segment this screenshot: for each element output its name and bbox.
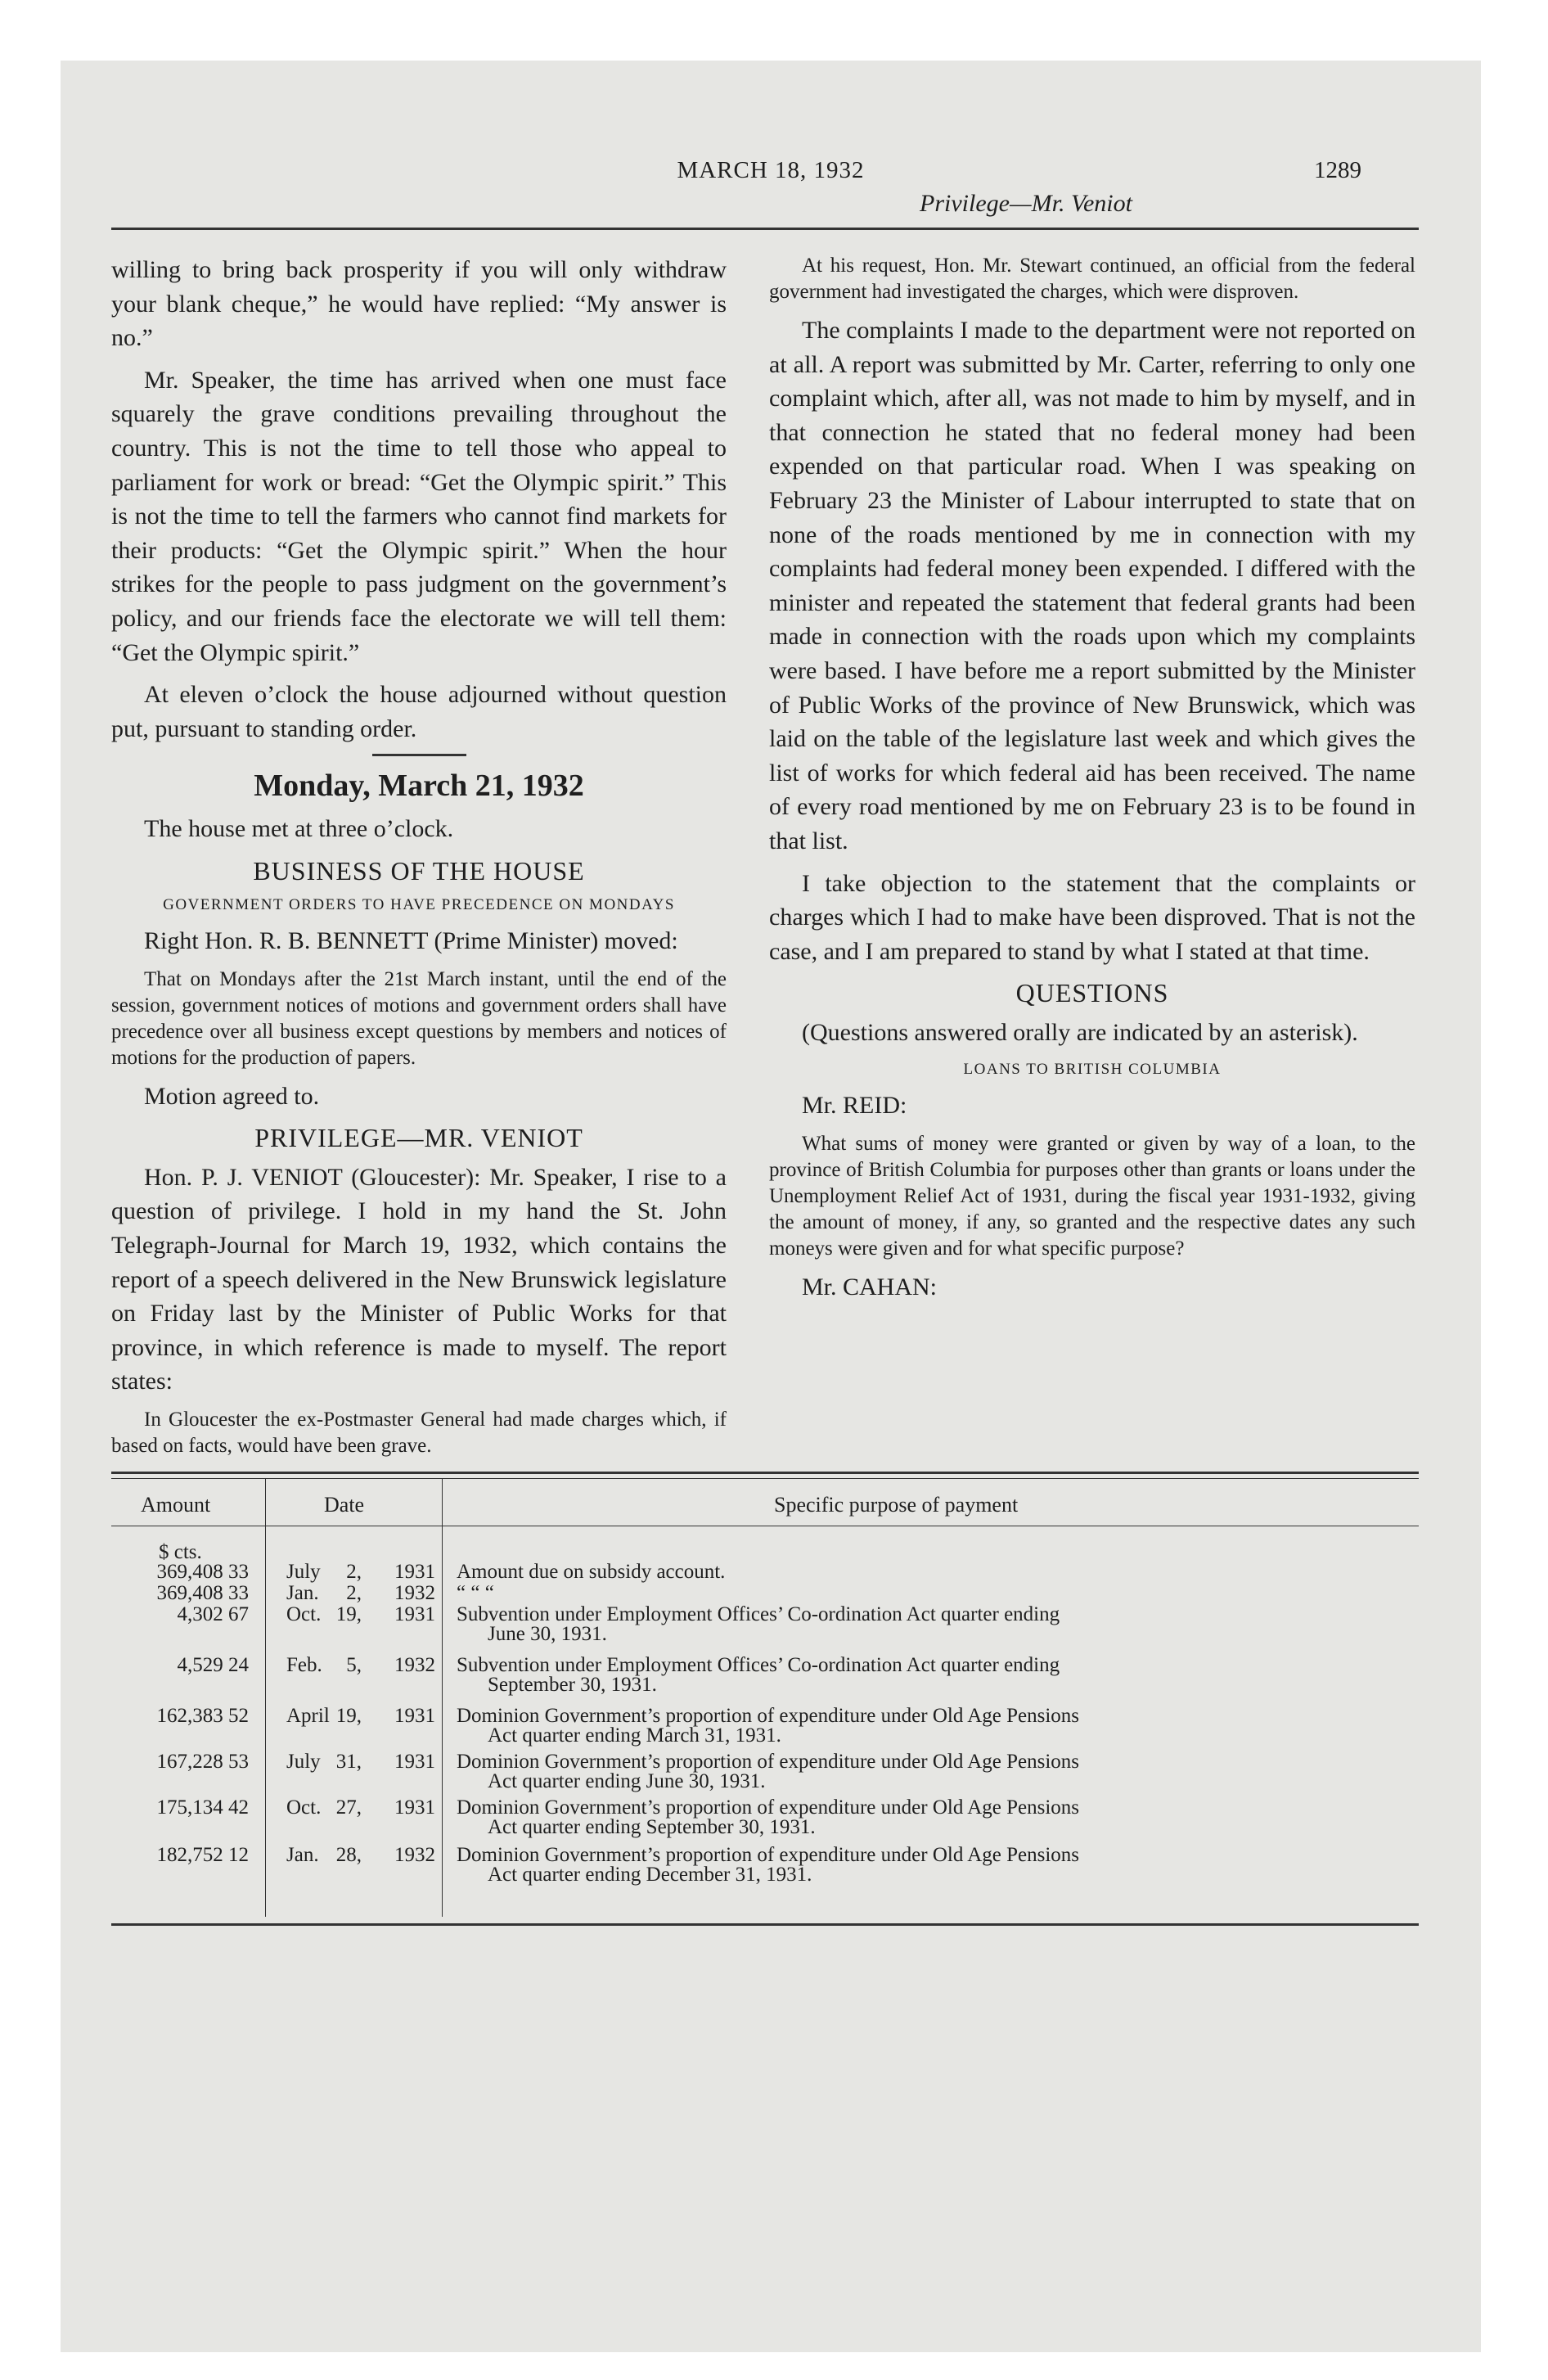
column-header-amount: Amount <box>141 1493 211 1517</box>
cell-day: 31, <box>335 1751 362 1773</box>
cell-year: 1932 <box>394 1654 435 1676</box>
paragraph: The house met at three o’clock. <box>144 814 454 842</box>
cell-amount: 182,752 12 <box>156 1844 249 1866</box>
table-rule <box>111 1923 1419 1926</box>
cell-month: Feb. <box>286 1654 322 1676</box>
cell-purpose-continued: September 30, 1931. <box>488 1674 657 1696</box>
speaker-line: Mr. REID: <box>802 1092 907 1120</box>
cell-purpose-continued: June 30, 1931. <box>488 1623 607 1645</box>
cell-year: 1932 <box>394 1582 435 1604</box>
cell-year: 1931 <box>394 1705 435 1727</box>
cell-amount: 167,228 53 <box>156 1751 249 1773</box>
cell-day: 27, <box>335 1796 362 1819</box>
cell-amount: 175,134 42 <box>156 1796 249 1819</box>
paragraph: Motion agreed to. <box>144 1082 320 1110</box>
question-text: What sums of money were granted or given by way of a loan, to the province of British Columbia for purposes other than grants or loans under the Unemployment Relief Act of 1931, during the fiscal year 1931-1932, giving the amount of money, if any, so granted and the respective dates any such moneys were given and for what specific purpose? <box>769 1133 1415 1260</box>
cell-purpose: Dominion Government’s proportion of expenditure under Old Age Pensions <box>457 1751 1079 1773</box>
section-divider <box>372 754 466 756</box>
motion-text: That on Mondays after the 21st March instant, until the end of the session, government notices of motions and government orders shall have precedence over all business except questions by members and notices of motions for the production of papers. <box>111 967 727 1069</box>
cell-amount: 369,408 33 <box>156 1561 249 1583</box>
cell-purpose: Amount due on subsidy account. <box>457 1561 726 1583</box>
cell-purpose-continued: Act quarter ending March 31, 1931. <box>488 1724 781 1747</box>
cell-year: 1931 <box>394 1796 435 1819</box>
cell-purpose: Dominion Government’s proportion of expenditure under Old Age Pensions <box>457 1705 1079 1727</box>
cell-day: 28, <box>335 1844 362 1866</box>
quoted-report: At his request, Hon. Mr. Stewart continued, an official from the federal government had investigated the charges, which were disproven. <box>769 255 1415 303</box>
loans-heading: LOANS TO BRITISH COLUMBIA <box>963 1061 1222 1079</box>
cell-month: Oct. <box>286 1796 322 1819</box>
document-page <box>61 61 1481 2352</box>
running-head-date: MARCH 18, 1932 <box>677 157 865 183</box>
cell-month: July <box>286 1751 321 1773</box>
cell-month: April <box>286 1705 330 1727</box>
cell-month: Oct. <box>286 1603 322 1625</box>
cell-purpose: Subvention under Employment Offices’ Co-ordination Act quarter ending <box>457 1654 1060 1676</box>
paragraph: I take objection to the statement that the complaints or charges which I had to make have been disproved. That is not the case, and I am prepared to stand by what I stated at that time. <box>769 869 1415 965</box>
table-rule <box>111 1472 1419 1474</box>
cell-purpose: Subvention under Employment Offices’ Co-ordination Act quarter ending <box>457 1603 1060 1625</box>
speaker-line: Right Hon. R. B. BENNETT (Prime Minister) moved: <box>144 927 678 955</box>
cell-purpose-continued: Act quarter ending June 30, 1931. <box>488 1770 766 1792</box>
cell-amount: 4,302 67 <box>177 1603 249 1625</box>
cell-purpose-continued: Act quarter ending September 30, 1931. <box>488 1816 816 1838</box>
column-header-purpose: Specific purpose of payment <box>774 1493 1019 1517</box>
cell-month: July <box>286 1561 321 1583</box>
cell-day: 5, <box>346 1654 362 1676</box>
cell-day: 2, <box>346 1582 362 1604</box>
cell-month: Jan. <box>286 1582 319 1604</box>
page-number: 1289 <box>1314 157 1361 183</box>
cell-amount: 4,529 24 <box>177 1654 249 1676</box>
cell-purpose: “ “ “ <box>457 1582 494 1604</box>
cell-year: 1931 <box>394 1751 435 1773</box>
cell-month: Jan. <box>286 1844 319 1866</box>
table-units: $ cts. <box>159 1541 202 1563</box>
header-rule <box>111 228 1419 230</box>
cell-purpose: Dominion Government’s proportion of expenditure under Old Age Pensions <box>457 1796 1079 1819</box>
questions-note: (Questions answered orally are indicated by an asterisk). <box>802 1018 1358 1046</box>
table-rule <box>111 1478 1419 1479</box>
column-header-date: Date <box>324 1493 365 1517</box>
cell-year: 1931 <box>394 1603 435 1625</box>
cell-day: 19, <box>335 1705 362 1727</box>
paragraph: The complaints I made to the department were not reported on at all. A report was submitted by Mr. Carter, referring to only one complaint which, after all, was not made to him by myself, and in that connection he stated that no federal money had been expended on that particular road. When I was speaking on February 23 the Minister of Labour interrupted to state that on none of the roads mentioned by me in connection with my complaints had federal money been expended. I differed with the minister and repeated the statement that federal grants had been made in connection with the roads upon which my complaints were based. I have before me a report submitted by the Minister of Public Works of the province of New Brunswick, which was laid on the table of the legislature last week and which gives the list of works for which federal aid has been received. The name of every road mentioned by me on February 23 is to be found in that list. <box>769 317 1415 854</box>
cell-year: 1931 <box>394 1561 435 1583</box>
questions-heading: QUESTIONS <box>1015 978 1169 1008</box>
column-divider <box>442 1478 443 1917</box>
paragraph: Hon. P. J. VENIOT (Gloucester): Mr. Speaker, I rise to a question of privilege. I hold in my hand the St. John Telegraph-Journal for March 19, 1932, which contains the report of a speech delivered in the New Brunswick legislature on Friday last by the Minister of Public Works for that province, in which reference is made to myself. The report states: <box>111 1163 727 1395</box>
right-column <box>769 253 1415 1313</box>
speaker-line: Mr. CAHAN: <box>802 1273 938 1301</box>
cell-purpose: Dominion Government’s proportion of expenditure under Old Age Pensions <box>457 1844 1079 1866</box>
cell-year: 1932 <box>394 1844 435 1866</box>
day-heading: Monday, March 21, 1932 <box>254 769 584 804</box>
left-column <box>111 253 727 1467</box>
paragraph: Mr. Speaker, the time has arrived when one must face squarely the grave conditions prevailing throughout the country. This is not the time to tell those who appeal to parliament for work or bread: “Get the Olympic spirit.” This is not the time to tell the farmers who cannot find markets for their products: “Get the Olympic spirit.” When the hour strikes for the people to pass judgment on the government’s policy, and our friends face the electorate we will tell them: “Get the Olympic spirit.” <box>111 366 727 666</box>
cell-purpose-continued: Act quarter ending December 31, 1931. <box>488 1864 812 1886</box>
paragraph: willing to bring back prosperity if you will only withdraw your blank cheque,” he would have replied: “My answer is no.” <box>111 256 727 352</box>
cell-day: 19, <box>335 1603 362 1625</box>
business-heading: BUSINESS OF THE HOUSE <box>253 855 585 886</box>
cell-amount: 162,383 52 <box>156 1705 249 1727</box>
cell-day: 2, <box>346 1561 362 1583</box>
running-head-topic: Privilege—Mr. Veniot <box>920 190 1132 217</box>
privilege-heading: PRIVILEGE—MR. VENIOT <box>254 1123 583 1153</box>
cell-amount: 369,408 33 <box>156 1582 249 1604</box>
business-subheading: GOVERNMENT ORDERS TO HAVE PRECEDENCE ON MONDAYS <box>163 896 675 914</box>
paragraph: At eleven o’clock the house adjourned without question put, pursuant to standing order. <box>111 681 727 742</box>
quoted-report: In Gloucester the ex-Postmaster General had made charges which, if based on facts, would have been grave. <box>111 1409 727 1458</box>
